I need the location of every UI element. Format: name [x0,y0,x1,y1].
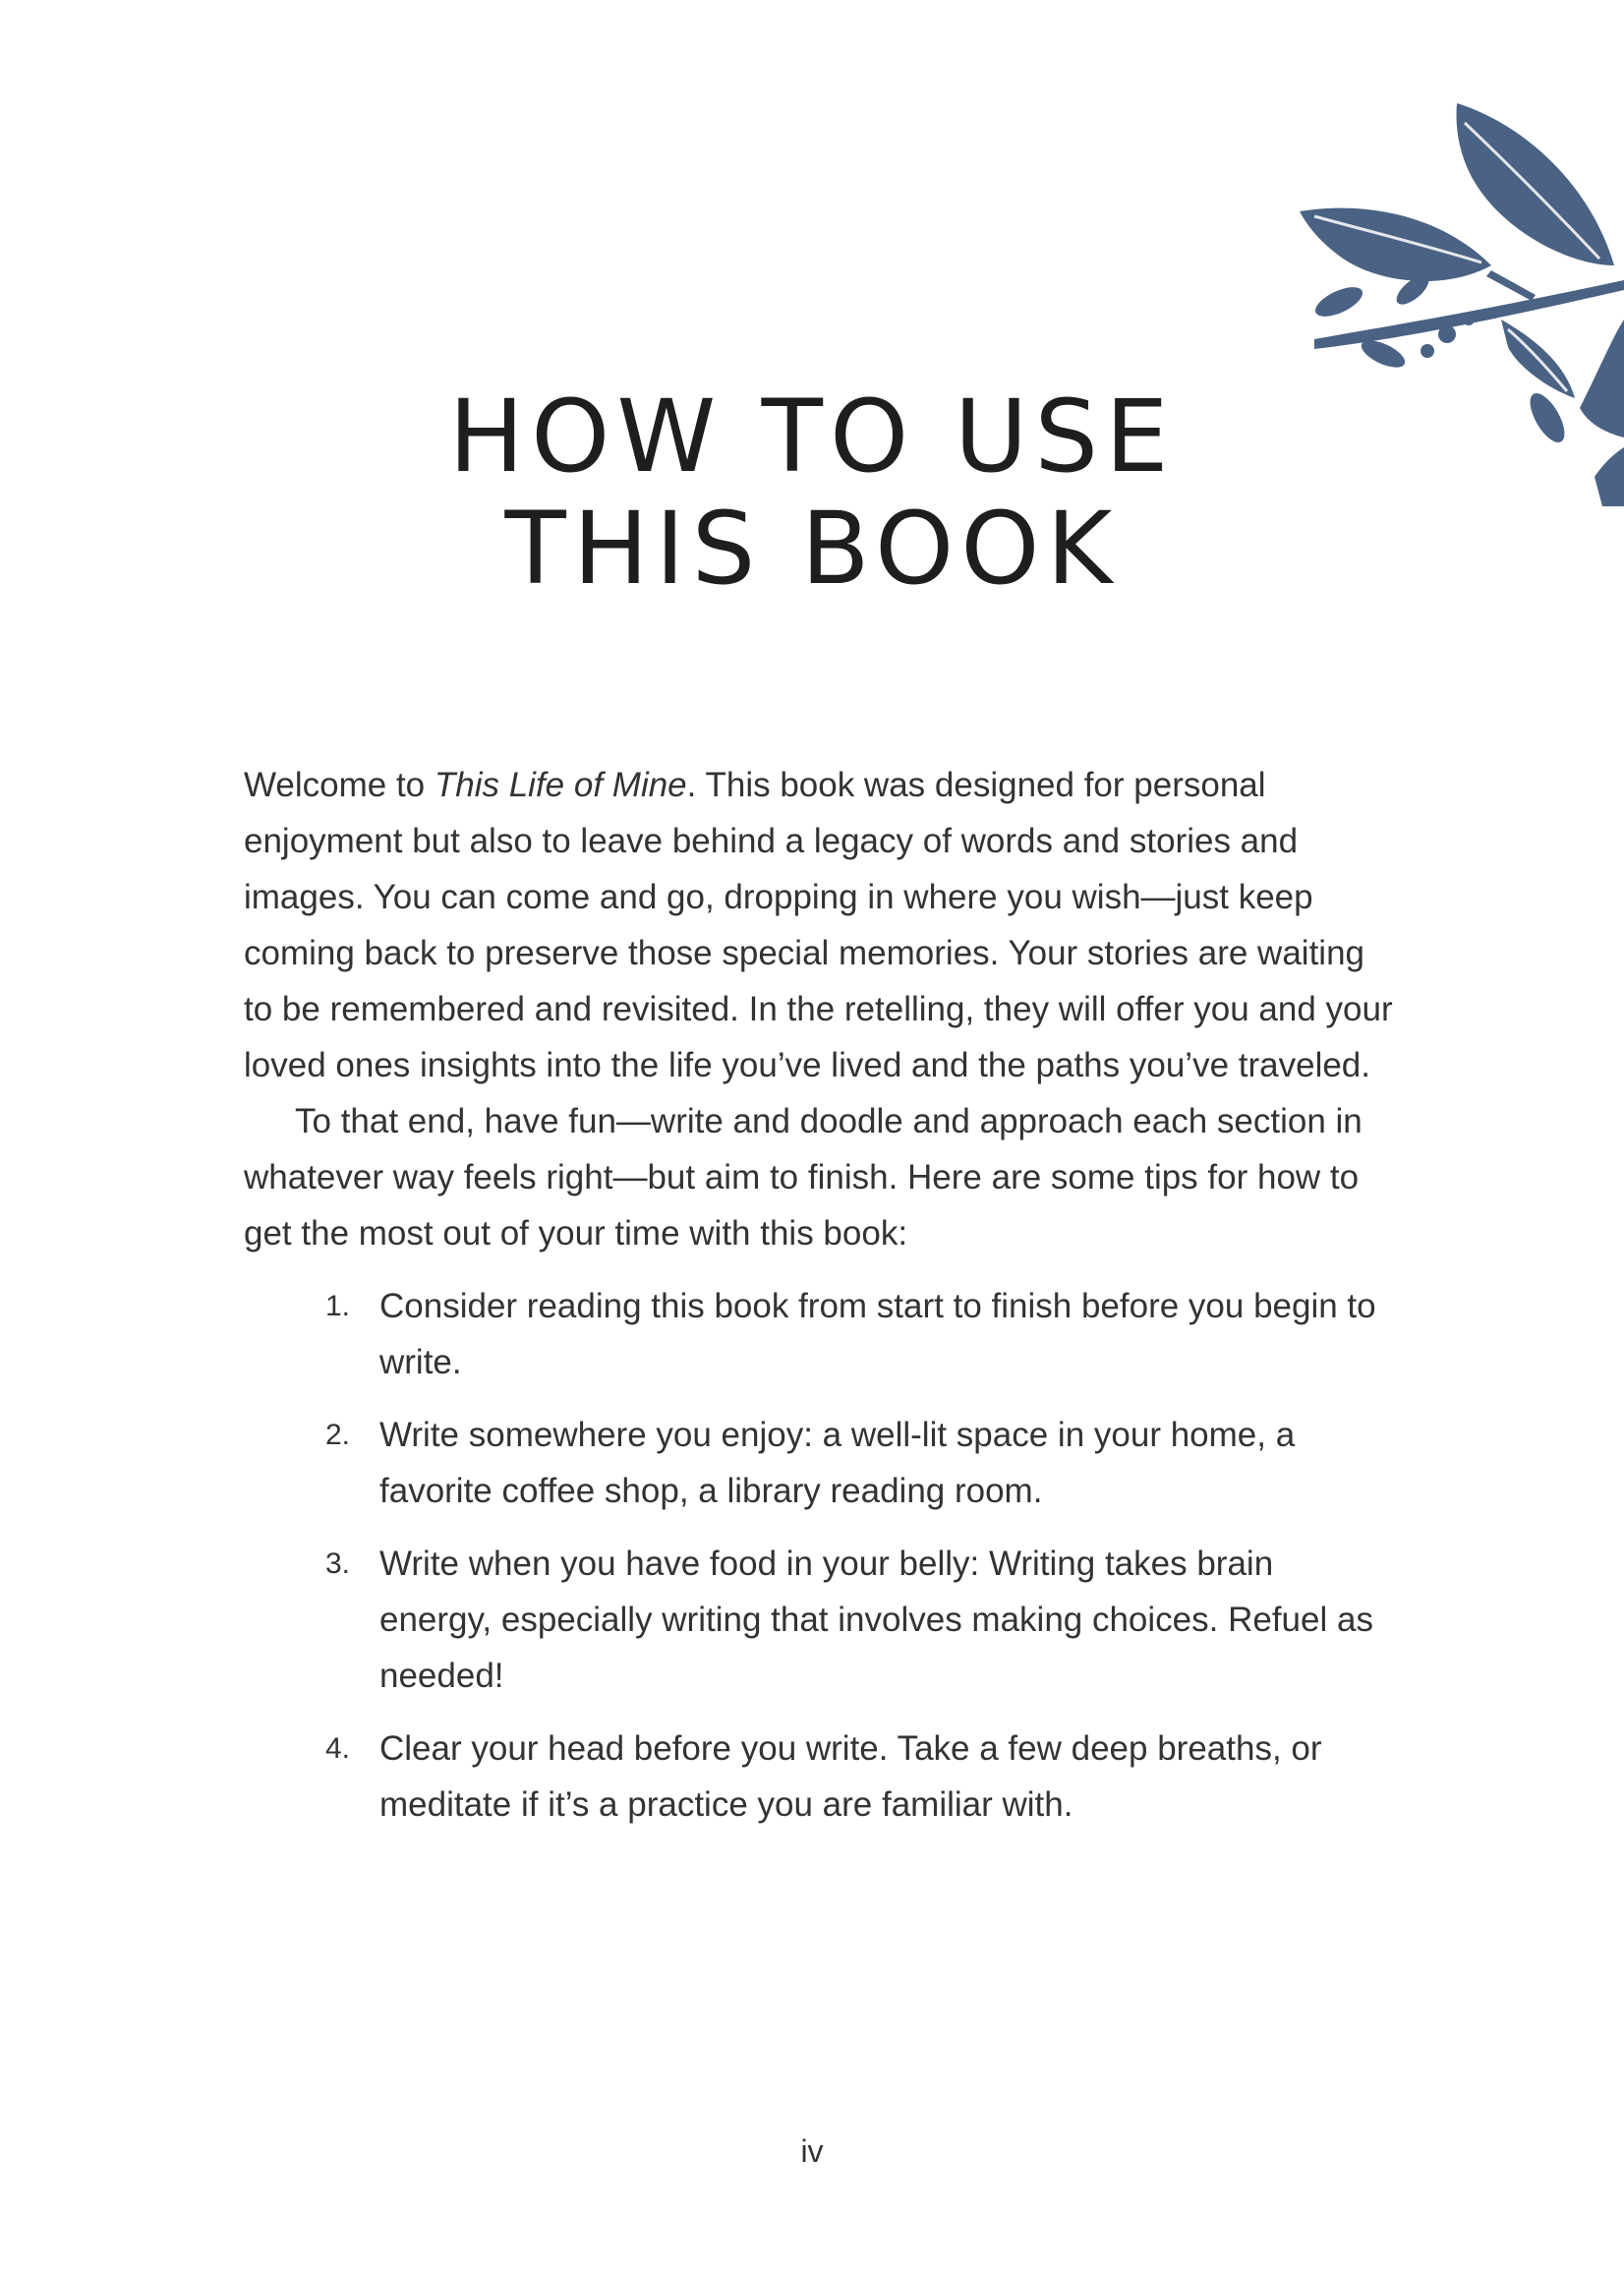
title-line-2: THIS BOOK [504,491,1120,608]
list-item-text: Clear your head before you write. Take a few deep breaths, or meditate if it’s a practice you are familiar with. [379,1729,1322,1824]
title-line-1: HOW TO USE [448,379,1176,496]
list-item-text: Write somewhere you enjoy: a well-lit space in your home, a favorite coffee shop, a library reading room. [379,1416,1296,1510]
body-text [244,757,1394,1849]
list-item [244,1278,1394,1390]
list-item-number: 1. [325,1290,351,1322]
list-item [244,1536,1394,1704]
second-paragraph: To that end, have fun—write and doodle and approach each section in whatever way feels right—but aim to finish. Here are some tips for how to get the most out of your time with this book: [244,1102,1363,1253]
page-title [0,381,1624,606]
list-item-text: Consider reading this book from start to finish before you begin to write. [379,1287,1376,1381]
list-item-number: 4. [325,1732,351,1765]
tips-list [244,1278,1394,1833]
list-item [244,1407,1394,1519]
list-item-text: Write when you have food in your belly: Writing takes brain energy, especially writing that involves making choices. Refuel as needed! [379,1545,1373,1695]
list-item-number: 3. [325,1547,351,1580]
list-item [244,1720,1394,1833]
intro-part-1: Welcome to [244,766,435,804]
intro-paragraph [244,757,1394,1093]
book-title: This Life of Mine [434,766,687,804]
page-number: iv [800,2133,824,2169]
list-item-number: 2. [325,1419,351,1451]
intro-part-2: . This book was designed for personal enjoyment but also to leave behind a legacy of words and stories and images. You can come and go, dropping in where you wish—just keep coming back to preserve those special memories. Your stories are waiting to be remembered and revisited. In the retelling, they will offer you and your loved ones insights into the life you’ve lived and the paths you’ve traveled. [244,766,1393,1084]
